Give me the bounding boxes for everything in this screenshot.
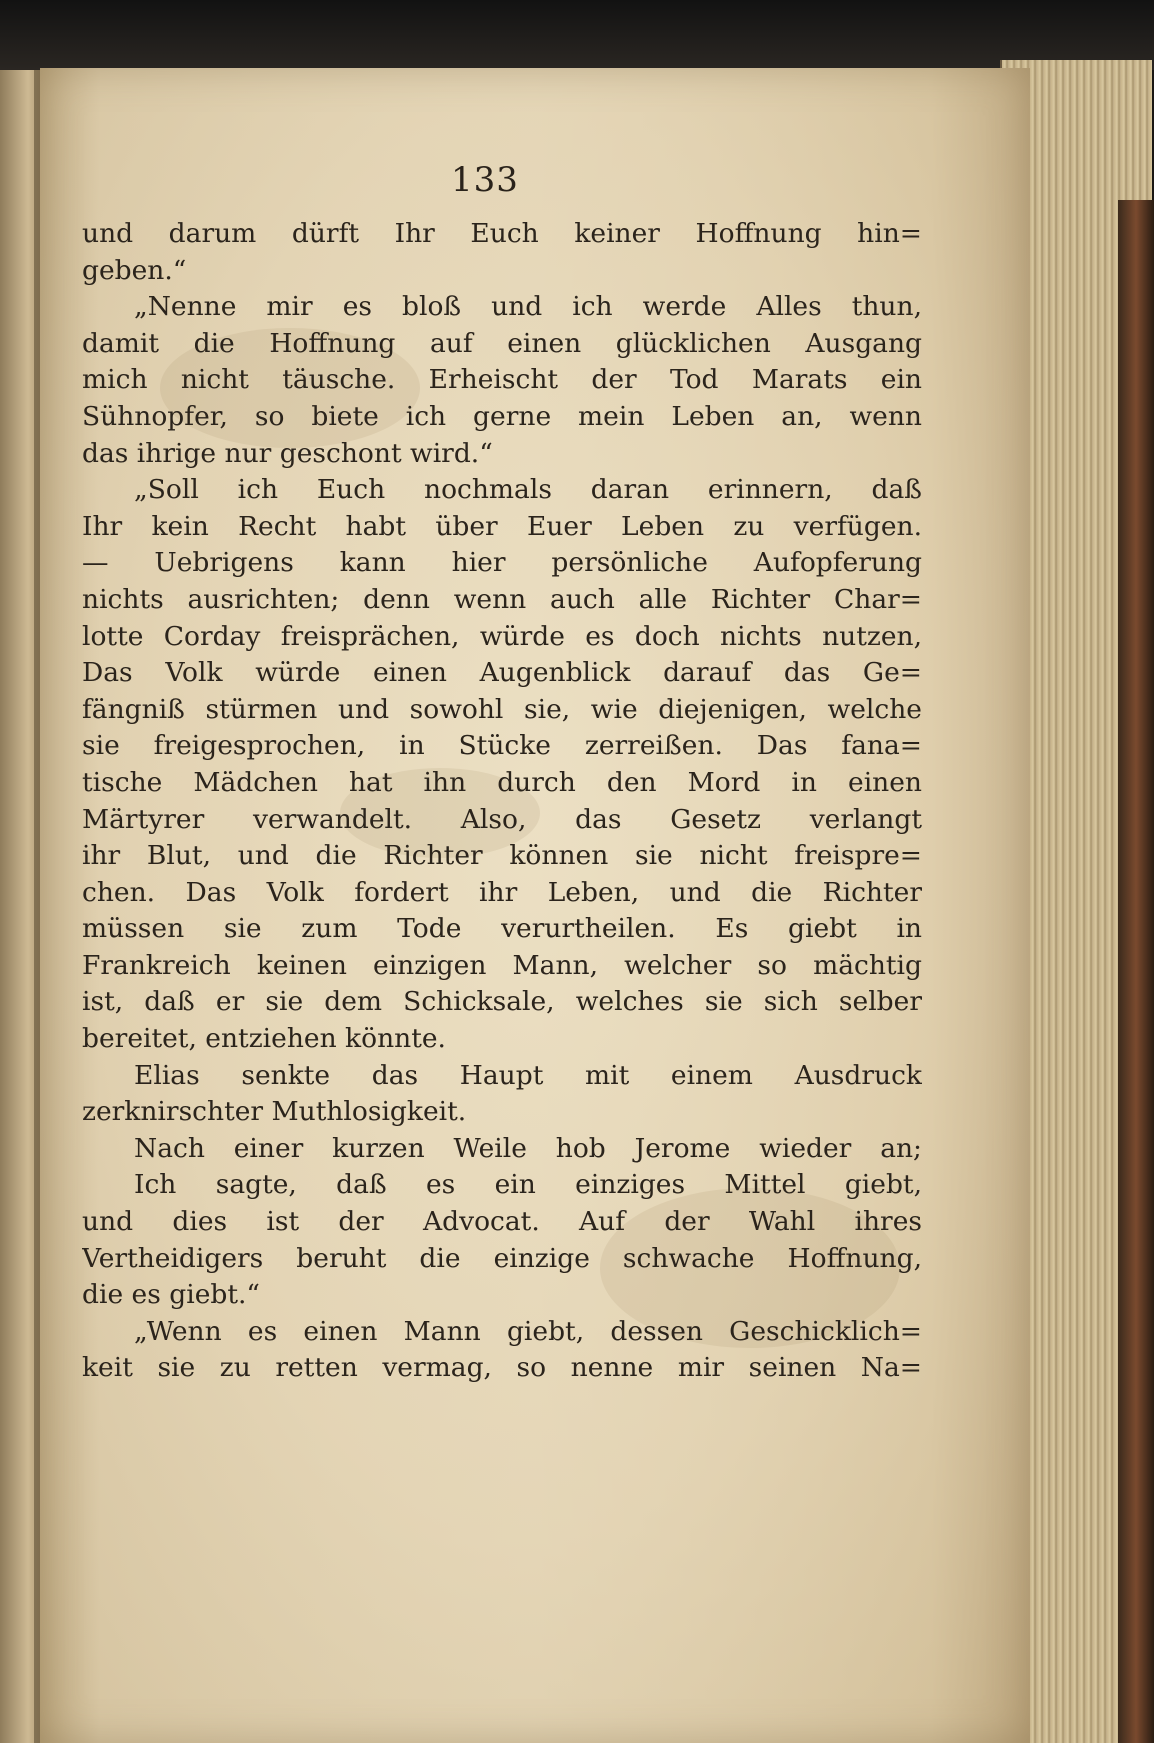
body-text — [82, 216, 922, 1387]
text-line: — Uebrigens kann hier persönliche Aufopferung — [82, 547, 922, 579]
text-line: „Wenn es einen Mann giebt, dessen Geschicklich= — [134, 1315, 922, 1347]
text-line: geben.“ — [82, 254, 187, 286]
text-line: keit sie zu retten vermag, so nenne mir seinen Na= — [82, 1352, 922, 1384]
text-line: Ich sagte, daß es ein einziges Mittel giebt, — [134, 1169, 922, 1201]
text-line: tische Mädchen hat ihn durch den Mord in einen — [82, 766, 922, 798]
page-number: 133 — [451, 160, 519, 200]
text-line: ist, daß er sie dem Schicksale, welches sie sich selber — [82, 986, 922, 1018]
text-line: und dies ist der Advocat. Auf der Wahl ihres — [82, 1206, 922, 1238]
text-line: Sühnopfer, so biete ich gerne mein Leben an, wenn — [82, 400, 922, 432]
text-line: „Nenne mir es bloß und ich werde Alles thun, — [134, 291, 922, 323]
text-line: sie freigesprochen, in Stücke zerreißen. Das fana= — [82, 730, 922, 762]
text-line: Frankreich keinen einzigen Mann, welcher so mächtig — [82, 949, 922, 981]
text-line: Nach einer kurzen Weile hob Jerome wieder an; — [134, 1132, 922, 1164]
book-page — [40, 68, 1030, 1743]
text-line: lotte Corday freisprächen, würde es doch nichts nutzen, — [82, 620, 922, 652]
text-line: fängniß stürmen und sowohl sie, wie diejenigen, welche — [82, 693, 922, 725]
backdrop — [0, 0, 1154, 70]
text-line: Das Volk würde einen Augenblick darauf das Ge= — [82, 657, 922, 689]
text-line: bereitet, entziehen könnte. — [82, 1023, 446, 1055]
text-line: Elias senkte das Haupt mit einem Ausdruck — [134, 1059, 922, 1091]
text-line: damit die Hoffnung auf einen glücklichen Ausgang — [82, 327, 922, 359]
text-line: zerknirschter Muthlosigkeit. — [82, 1096, 467, 1128]
text-line: die es giebt.“ — [82, 1279, 260, 1311]
text-line: Märtyrer verwandelt. Also, das Gesetz verlangt — [82, 803, 922, 835]
text-line: „Soll ich Euch nochmals daran erinnern, daß — [134, 474, 922, 506]
text-line: Ihr kein Recht habt über Euer Leben zu verfügen. — [82, 510, 922, 542]
text-line: mich nicht täusche. Erheischt der Tod Marats ein — [82, 364, 922, 396]
text-line: das ihrige nur geschont wird.“ — [82, 437, 493, 469]
text-line: Vertheidigers beruht die einzige schwache Hoffnung, — [82, 1242, 922, 1274]
text-line: ihr Blut, und die Richter können sie nicht freispre= — [82, 840, 922, 872]
text-line: müssen sie zum Tode verurtheilen. Es giebt in — [82, 913, 922, 945]
text-line: nichts ausrichten; denn wenn auch alle Richter Char= — [82, 583, 922, 615]
text-line: und darum dürft Ihr Euch keiner Hoffnung hin= — [82, 218, 922, 249]
book-cover-edge — [1118, 200, 1154, 1743]
text-line: chen. Das Volk fordert ihr Leben, und die Richter — [82, 876, 922, 908]
